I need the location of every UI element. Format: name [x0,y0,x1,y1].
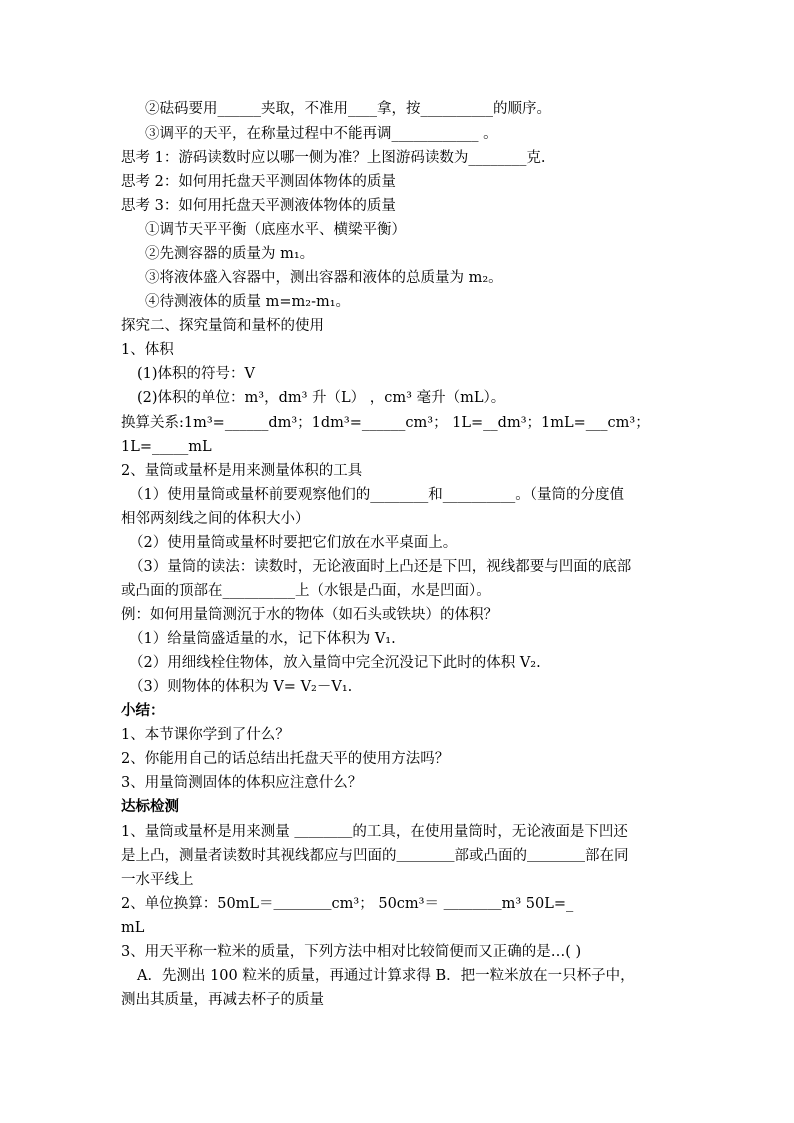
line-test-1: 1、量筒或量杯是用来测量 ＿＿＿＿的工具，在使用量筒时，无论液面是下凹还 [121,824,628,840]
line-volume-units: (2)体积的单位：m³，dm³ 升（L） ，cm³ 毫升（mL）。 [137,390,506,406]
line-cylinder-3: （3）量筒的读法：读数时，无论液面时上凸还是下凹，视线都要与凹面的底部 [129,559,632,575]
line-conversion: 换算关系:1m³=______dm³；1dm³=______cm³； 1L=__dm³；1mL=___cm³； [121,415,650,431]
line-step-4: ④待测液体的质量 m=m₂-m₁。 [145,294,351,310]
line-test-3-option-b-cont: 测出其质量，再减去杯子的质量 [121,992,324,1008]
line-example-1: （1）给量筒盛适量的水，记下体积为 V₁. [129,631,396,647]
line-section-2-heading: 探究二、探究量筒和量杯的使用 [121,318,324,334]
line-example-3: （3）则物体的体积为 V= V₂－V₁. [129,679,353,695]
line-test-1-end: 一水平线上 [121,872,194,888]
line-test-heading: 达标检测 [121,798,179,815]
line-step-1: ①调节天平平衡（底座水平、横梁平衡） [145,222,406,238]
line-summary-3: 3、用量筒测固体的体积应注意什么？ [121,775,363,791]
line-cylinder-1-cont: 相邻两刻线之间的体积大小） [121,511,310,527]
line-example-2: （2）用细线栓住物体，放入量筒中完全沉没记下此时的体积 V₂. [129,655,541,671]
line-step-2: ②先测容器的质量为 m₁。 [145,246,315,262]
line-think-1: 思考 1：游码读数时应以哪一侧为准？上图游码读数为________克. [121,150,546,166]
line-volume-heading: 1、体积 [121,342,174,358]
line-cylinder-heading: 2、量筒或量杯是用来测量体积的工具 [121,463,363,479]
line-cylinder-3-cont: 或凸面的顶部在__________上（水银是凸面，水是凹面）。 [121,583,491,599]
line-balance-rule: ③调平的天平，在称量过程中不能再调____________ 。 [145,126,498,142]
line-cylinder-1: （1）使用量筒或量杯前要观察他们的________和__________。（量筒的分度值 [129,487,624,503]
line-cylinder-2: （2）使用量筒或量杯时要把它们放在水平桌面上。 [129,535,458,551]
line-test-2: 2、单位换算：50mL＝＿＿＿＿cm³； 50cm³＝ ＿＿＿＿m³ 50L=_ [121,896,574,912]
line-test-3-option-a: A．先测出 100 粒米的质量，再通过计算求得 B．把一粒米放在一只杯子中， [137,968,635,984]
line-test-1-cont: 是上凸，测量者读数时其视线都应与凹面的＿＿＿＿部或凸面的＿＿＿＿部在同 [121,848,629,864]
line-summary-1: 1、本节课你学到了什么？ [121,727,290,743]
line-conversion-cont: 1L=_____mL [121,439,212,455]
line-think-2: 思考 2：如何用托盘天平测固体物体的质量 [121,174,396,190]
line-example: 例：如何用量筒测沉于水的物体（如石头或铁块）的体积？ [121,607,498,623]
line-summary-2: 2、你能用自己的话总结出托盘天平的使用方法吗？ [121,751,450,767]
line-step-3: ③将液体盛入容器中，测出容器和液体的总质量为 m₂。 [145,270,503,286]
line-test-3: 3、用天平称一粒米的质量，下列方法中相对比较简便而又正确的是…( ) [121,944,582,960]
line-weights-rule: ②砝码要用______夹取，不准用____拿，按__________的顺序。 [145,101,551,117]
line-think-3: 思考 3：如何用托盘天平测液体物体的质量 [121,198,396,214]
line-test-2-cont: mL [121,920,145,936]
line-summary-heading: 小结： [121,702,165,719]
line-volume-symbol: (1)体积的符号：V [137,366,256,382]
